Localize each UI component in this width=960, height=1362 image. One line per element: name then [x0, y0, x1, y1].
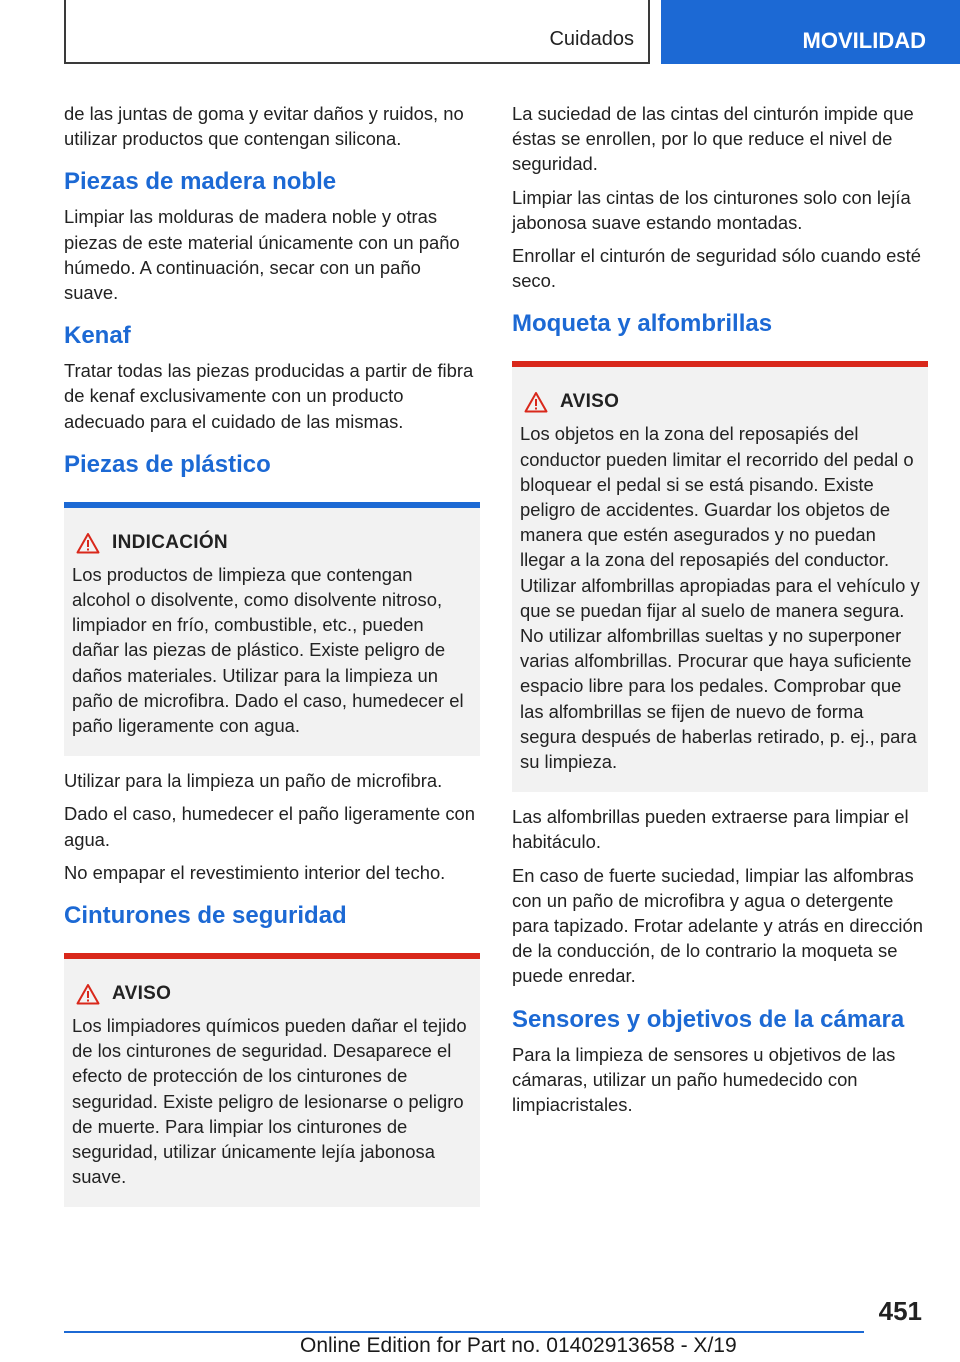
heading-wood: Piezas de madera noble [64, 168, 337, 196]
header-section-title: Cuidados [549, 28, 634, 50]
left-column [64, 101, 480, 1219]
kenaf-paragraph: Tratar todas las piezas producidas a partir de fibra de kenaf exclusivamente con un producto adecuado para el cuidado de las mismas. [64, 360, 474, 432]
header-section-box [64, 0, 650, 64]
heading-sensors: Sensores y objetivos de la cámara [512, 1005, 905, 1033]
heading-plastic: Piezas de plástico [64, 450, 271, 478]
warning-header [520, 389, 920, 415]
warning-triangle-icon [72, 530, 112, 556]
plastic-paragraph-3: No empapar el revestimiento interior del techo. [64, 861, 446, 883]
warning-header [72, 981, 472, 1007]
notice-text: Los productos de limpieza que contengan alcohol o disolvente, como disolvente nitroso, limpiador en frío, combustible, etc., pueden dañar las piezas de plástico. Existe peligro de daños materiales. Utilizar para la limpieza un paño de microfibra. Dado el caso, humedecer el paño ligeramente con agua. [72, 563, 464, 737]
warning-triangle-icon [520, 389, 560, 415]
carpet-paragraph-2: En caso de fuerte suciedad, limpiar las alfombras con un paño de microfibra y agua o detergente para tapizado. Frotar adelante y atrás en dirección de la conducción, de lo contrario la moqueta se puede enredar. [512, 864, 923, 987]
right-column [512, 101, 928, 1125]
notice-box-plastic [64, 502, 480, 756]
warning-text: Los limpiadores químicos pueden dañar el tejido de los cinturones de seguridad. Desaparece el efecto de protección de los cinturones de seguridad. Existe peligro de lesionarse o peligro de muerte. Para limpiar los cinturones de seguridad, utilizar únicamente lejía jabonosa suave. [72, 1015, 467, 1188]
header-chapter-tab[interactable] [661, 0, 960, 64]
plastic-paragraph-1: Utilizar para la limpieza un paño de microfibra. [64, 770, 443, 792]
heading-carpet: Moqueta y alfombrillas [512, 310, 773, 338]
sensors-paragraph: Para la limpieza de sensores u objetivos de las cámaras, utilizar un paño humedecido con limpiacristales. [512, 1043, 896, 1116]
footer-divider [64, 1331, 864, 1333]
plastic-paragraph-2: Dado el caso, humedecer el paño ligeramente con agua. [64, 803, 475, 850]
warning-text: Los objetos en la zona del reposapiés del conductor pueden limitar el recorrido del pedal o bloquear el pedal si se está pisando. Existe peligro de accidentes. Guardar los objetos de manera que estén asegurados y no puedan llegar a la zona del reposapiés del conductor. Utilizar alfombrillas apropiadas para el vehículo y que se puedan fijar al suelo de manera segura. No utilizar alfombrillas sueltas y no superponer varias alfombrillas. Procurar que haya suficiente espacio libre para los pedales. Comprobar que las alfombrillas se fijen de nuevo de forma segura después de haberlas retirado, p. ej., para su limpieza. [520, 423, 920, 773]
seatbelts-paragraph-1: La suciedad de las cintas del cinturón impide que éstas se enrollen, por lo que reduce el nivel de seguridad. [512, 103, 914, 175]
warning-box-carpet [512, 361, 928, 792]
intro-paragraph: de las juntas de goma y evitar daños y ruidos, no utilizar productos que contengan silicona. [64, 103, 464, 150]
warning-title: AVISO [560, 391, 620, 413]
footer-edition-text: Online Edition for Part no. 01402913658 - X/19 [300, 1334, 737, 1357]
header-chapter-label: MOVILIDAD [802, 28, 926, 53]
warning-triangle-icon [72, 981, 112, 1007]
heading-seatbelts: Cinturones de seguridad [64, 902, 347, 930]
warning-box-seatbelts [64, 953, 480, 1207]
page-number: 451 [878, 1296, 922, 1326]
warning-title: AVISO [112, 983, 172, 1005]
notice-title: INDICACIÓN [112, 531, 228, 553]
seatbelts-paragraph-3: Enrollar el cinturón de seguridad sólo cuando esté seco. [512, 245, 921, 292]
notice-header [72, 530, 472, 556]
heading-kenaf: Kenaf [64, 322, 131, 350]
wood-paragraph: Limpiar las molduras de madera noble y otras piezas de este material únicamente con un paño húmedo. A continuación, secar con un paño suave. [64, 206, 460, 304]
seatbelts-paragraph-2: Limpiar las cintas de los cinturones solo con lejía jabonosa suave estando montadas. [512, 186, 911, 233]
carpet-paragraph-1: Las alfombrillas pueden extraerse para limpiar el habitáculo. [512, 806, 909, 853]
